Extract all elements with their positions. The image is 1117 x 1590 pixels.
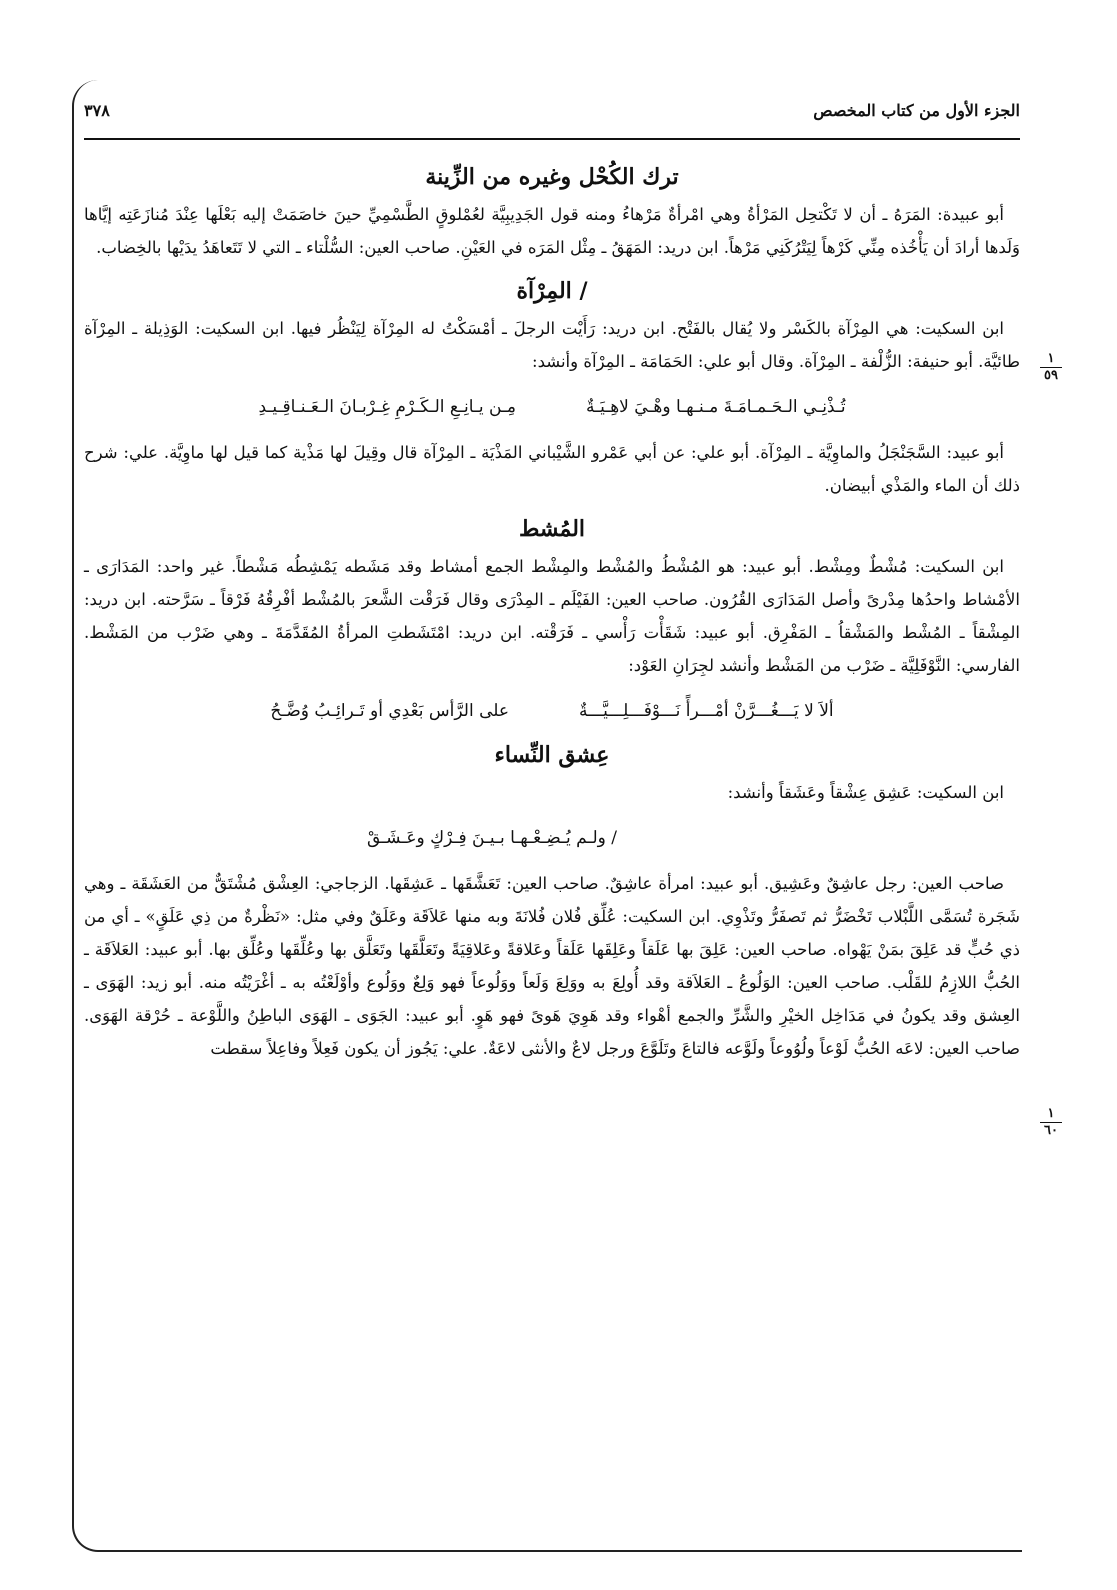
paragraph: ابن السكيت: هي المِرْآة بالكَسْر ولا يُقال بالفَتْح. ابن دريد: رَأَيْت الرجلَ ـ أمْسَكْتُ له المِرْآة لِيَنْظُر فيها. ابن السكيت: الوَذِيلة ـ المِرْآة طائيَّة. أبو حنيفة: الزُّلْفة ـ المِرْآة. وقال أبو علي: الحَمَامَة ـ المِرْآة وأنشد: [84, 319, 1020, 371]
book-title: الجزء الأول من كتاب المخصص [813, 100, 1020, 120]
page-number: ٣٧٨ [84, 100, 110, 120]
paragraph: أبو عبيدة: المَرَهُ ـ أن لا تَكْتحِل المَرْأةُ وهي امْرأةٌ مَرْهاءُ ومنه قول الجَدِيبِيَّة لعُمْلوقٍ الطَّسْمِيِّ حينَ خاصَمَتْ إليه بَعْلَها عِنْدَ مُنازَعَتِه إيَّاها وَلَدها أرادَ أن يَأْخُذه مِنِّي كَرْهاً لِيَتْرُكَنِي مَرْهاً. ابن دريد: المَهَقُ ـ مِثْل المَرَه في العَيْنِ. صاحب العين: السُّلْتاء ـ التي لا تَتَعاهَدُ يدَيْها بالخِضاب. [84, 205, 1020, 257]
paragraph: ابن السكيت: مُشْطٌ ومِشْط. أبو عبيد: هو المُشْطُ والمُشْط والمِشْط الجمع أمشاط وقد مَشَطه يَمْشِطُه مَشْطاً. غير واحد: المَدَارَى ـ الأمْشاط واحدُها مِدْرىً وأصل المَدَارَى القُرُون. صاحب العين: الفَيْلَم ـ المِدْرَى وقال فَرَقْت الشَّعرَ بالمُشْط أفْرِقُهُ فَرْقاً ـ سَرَّحته. ابن دريد: المِشْقاً ـ المُشْط والمَشْقاُ ـ المَفْرِق. أبو عبيد: شَقَأْت رَأْسي ـ فَرَقْته. ابن دريد: امْتَشَطتِ المرأةُ المُقَدَّمَةَ ـ وهي ضَرْب من المَشْط. الفارسي: النَّوْفَلِيَّة ـ ضَرْب من المَشْط وأنشد لجِرَانِ العَوْد: [84, 557, 1020, 675]
margin-ref-2 [1034, 1107, 1068, 1138]
section-title: المُشط [518, 516, 586, 542]
verse [84, 821, 900, 855]
section-title: عِشق النِّساء [494, 742, 610, 768]
margin-ref-top: ١ [1047, 351, 1055, 366]
page-header [84, 92, 1020, 128]
header-rule [84, 138, 1020, 140]
section-title: / المِرْآة [516, 278, 588, 304]
margin-ref-top: ١ [1047, 1106, 1055, 1121]
verse-first-hemistich: تُـذْنِـي الـحَـمـامَـةَ مـنـهـا وهْـيَ لاهِـيَـةٌ [586, 397, 846, 417]
paragraph: أبو عبيد: السَّجَنْجَلُ والماوِيَّة ـ المِرْآة. أبو علي: عن أبي عَمْرو الشَّيْباني المَذْيَة ـ المِرْآة قال وقِيلَ لها مَذْية كما قيل لها ماوِيَّة. علي: شرح ذلك أن الماء والمَذْي أبيضان. [84, 443, 1020, 495]
verse-hemistich: / ولـم يُـضِـعْـهـا بـيـنَ فِـرْكٍ وعَـشَـقْ [367, 828, 617, 848]
section-title: ترك الكُحْل وغيره من الزِّينة [425, 164, 679, 190]
verse-first-hemistich: ألاَ لا يَـــغُـــرَّنْ أمْـــرأً نَـــوْفَـــلِـــيَّـــةٌ [579, 701, 834, 721]
margin-ref-1 [1034, 352, 1068, 383]
page-body [84, 150, 1020, 1065]
verse [84, 390, 1020, 424]
margin-ref-bottom: ٦٠ [1044, 1123, 1058, 1138]
paragraph: ابن السكيت: عَشِق عِشْقاً وعَشَقاً وأنشد: [727, 783, 1004, 802]
margin-ref-bottom: ٥٩ [1044, 368, 1058, 383]
verse-second-hemistich: مِـن يـانِـعِ الـكَـرْمِ غِـرْبـانَ الـعَـنـاقِـيـدِ [258, 397, 517, 417]
verse-second-hemistich: على الرَّأس بَعْدِي أو تَـرائِـبُ وُضَّـحُ [270, 701, 510, 721]
paragraph: صاحب العين: رجل عاشِقٌ وعَشِيق. أبو عبيد: امرأة عاشِقٌ. صاحب العين: تَعَشَّقَها ـ عَشِقَها. الزجاجي: العِشْق مُشْتَقٌّ من العَشَقَة ـ وهي شَجَرة تُسَمَّى اللَّبْلاب تَخْضَرُّ ثم تَصفَرُّ وتَذْوِي. ابن السكيت: عُلِّق فُلان فُلانَةَ وبه منها عَلاَقَة وعَلَقٌ وفي مثل: «نَظْرةٌ من ذِي عَلَقٍ» ـ أي من ذي حُبٍّ قد عَلِقَ بمَنْ يَهْواه. صاحب العين: عَلِقَ بها عَلَقاً وعَلِقَها عَلَقاً وعَلاقةً وعَلاقِيَةً وتَعَلَّقَها وتَعَلَّق بها وعُلِّقَها وعُلِّق بها. أبو عبيد: العَلاَقَة ـ الحُبُّ اللازِمُ للقَلْب. صاحب العين: الوَلُوعُ ـ العَلاَقة وقد أُولِعَ به ووَلِعَ وَلَعاً ووَلُوعاً فهو وَلِعٌ ووَلُوع وأوْلَعْتُه به ـ أغْرَيْتُه منه. أبو زيد: الهَوَى ـ العِشق وقد يكونُ في مَدَاخِل الخيْرِ والشَّرِّ والجمع أهْواء وقد هَوِيَ هَوىً فهو هَوٍ. أبو عبيد: الجَوَى ـ الهَوَى الباطِنُ واللَّوْعة ـ حُرْقة الهَوَى. صاحب العين: لاعَه الحُبُّ لَوْعاً ولُوُوعاً ولَوَّعه فالتاعَ وتَلَوَّعَ ورجل لاعٌ والأنثى لاعَةٌ. علي: يَجُوز أن يكون فَعِلاً وفاعِلاً سقطت [84, 874, 1020, 1058]
verse [84, 694, 1020, 728]
